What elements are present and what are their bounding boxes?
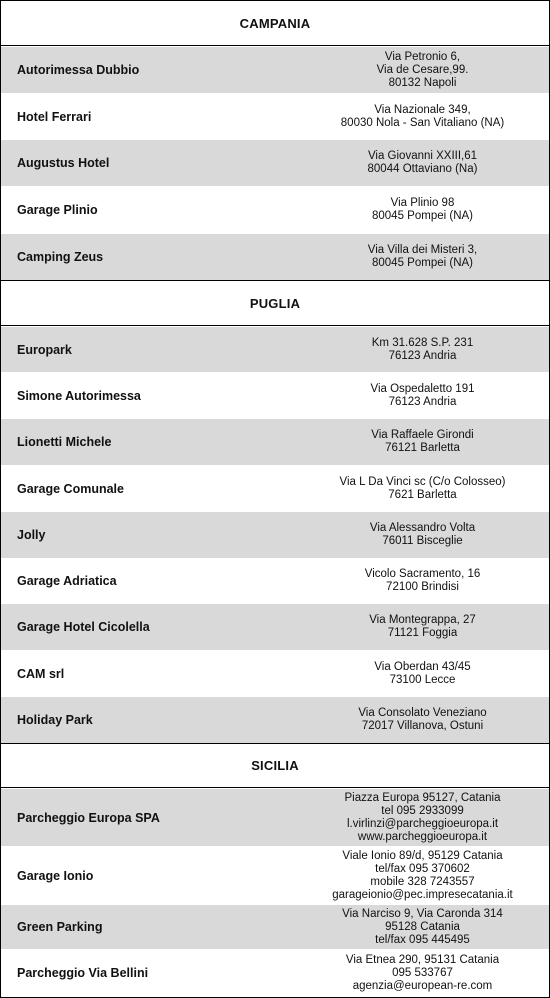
garage-address: Via Etnea 290, 95131 Catania 095 533767 agenzia@european-re.com: [345, 953, 500, 992]
table-row: [1, 511, 549, 558]
garage-address: Via Alessandro Volta 76011 Bisceglie: [369, 522, 476, 547]
region-header-sicilia: SICILIA: [1, 743, 549, 788]
garage-address: Piazza Europa 95127, Catania tel 095 2933099 l.virlinzi@parcheggioeuropa.it www.parcheggioeuropa.it: [344, 791, 501, 843]
table-row: [1, 139, 549, 186]
region-header-campania: CAMPANIA: [1, 1, 549, 46]
garage-name: Garage Hotel Cicolella: [17, 620, 150, 634]
garage-address: Via Oberdan 43/45 73100 Lecce: [374, 660, 471, 686]
garage-address: Viale Ionio 89/d, 95129 Catania tel/fax 095 370602 mobile 328 7243557 garageionio@pec.impresecatania.it: [332, 849, 513, 901]
section-sicilia: [1, 743, 549, 996]
garage-name: Jolly: [17, 528, 46, 542]
table-row: [1, 465, 549, 511]
table-row: [1, 46, 549, 93]
garage-address: Via Montegrappa, 27 71121 Foggia: [369, 614, 476, 639]
garage-name: Parcheggio Via Bellini: [17, 966, 149, 980]
garage-name: Hotel Ferrari: [17, 109, 92, 124]
table-row: [1, 650, 549, 696]
garage-name: Simone Autorimessa: [17, 388, 141, 403]
garage-address: Via Narciso 9, Via Caronda 314 95128 Catania tel/fax 095 445495: [342, 907, 503, 946]
section-campania: [1, 1, 549, 280]
garage-name: Green Parking: [17, 920, 103, 934]
table-row: [1, 372, 549, 418]
garage-name: Lionetti Michele: [17, 435, 112, 449]
table-row: [1, 788, 549, 846]
garage-name: Garage Ionio: [17, 868, 94, 883]
garage-address: Via Ospedaletto 191 76123 Andria: [370, 382, 475, 408]
garage-name: Camping Zeus: [17, 250, 104, 264]
table-row: [1, 696, 549, 743]
table-row: [1, 93, 549, 139]
garage-name: Augustus Hotel: [17, 156, 110, 170]
garage-name: Parcheggio Europa SPA: [17, 810, 160, 825]
garage-address: Via L Da Vinci sc (C/o Colosseo) 7621 Barletta: [339, 475, 506, 501]
garage-address: Via Giovanni XXIII,61 80044 Ottaviano (Na): [367, 150, 478, 175]
garage-address: Via Raffaele Girondi 76121 Barletta: [371, 429, 474, 454]
table-row: [1, 418, 549, 465]
garage-address: Via Consolato Veneziano 72017 Villanova, Ostuni: [358, 707, 487, 732]
table-row: [1, 233, 549, 280]
garage-name: Garage Comunale: [17, 481, 124, 496]
garage-name: Garage Adriatica: [17, 574, 117, 588]
garage-name: CAM srl: [17, 666, 65, 681]
region-header-puglia: PUGLIA: [1, 280, 549, 326]
garage-address: Vicolo Sacramento, 16 72100 Brindisi: [364, 568, 481, 593]
table-row: [1, 326, 549, 372]
table-row: [1, 904, 549, 949]
garage-address: Via Nazionale 349, 80030 Nola - San Vitaliano (NA): [340, 103, 505, 129]
garage-name: Autorimessa Dubbio: [17, 63, 140, 77]
table-row: [1, 846, 549, 904]
garage-name: Europark: [17, 342, 72, 357]
table-row: [1, 603, 549, 650]
garage-name: Garage Plinio: [17, 203, 98, 217]
table-row: [1, 186, 549, 233]
garage-address: Km 31.628 S.P. 231 76123 Andria: [371, 336, 474, 362]
table-row: [1, 558, 549, 603]
garage-name: Holiday Park: [17, 713, 93, 727]
garage-address: Via Villa dei Misteri 3, 80045 Pompei (NA): [367, 244, 478, 269]
table-row: [1, 949, 549, 996]
garage-address: Via Petronio 6, Via de Cesare,99. 80132 Napoli: [376, 50, 469, 89]
garage-address: Via Plinio 98 80045 Pompei (NA): [372, 197, 473, 222]
section-puglia: [1, 280, 549, 743]
